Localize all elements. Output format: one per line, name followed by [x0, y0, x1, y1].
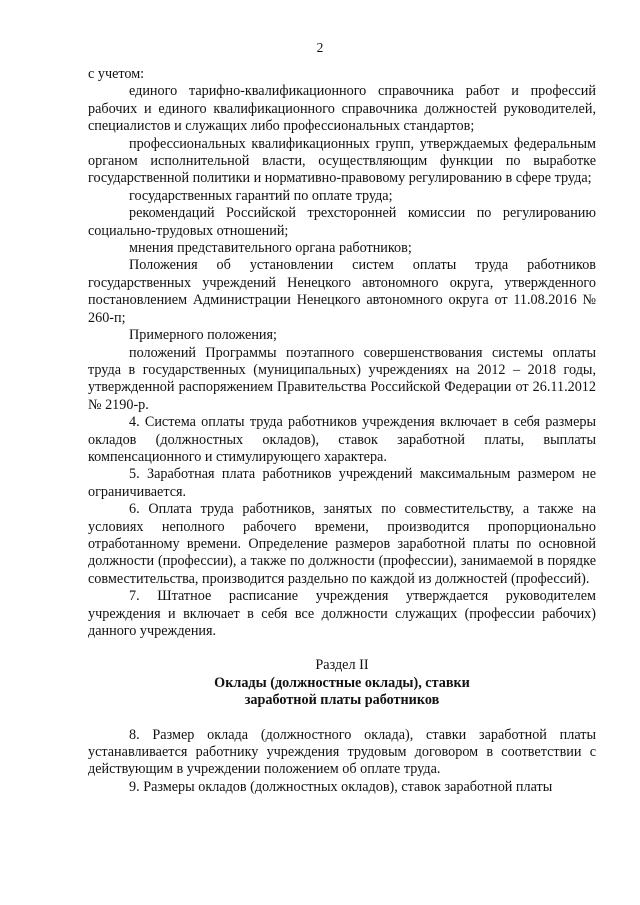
paragraph: единого тарифно-квалификационного справочника работ и профессий рабочих и единого квалификационного справочника должностей руководителей, специалистов и служащих либо профессиональных стандартов; [88, 83, 596, 135]
paragraph: 8. Размер оклада (должностного оклада), ставки заработной платы устанавливается работнику учреждения трудовым договором в соответствии с действующим в учреждении положением об оплате труда. [88, 726, 596, 778]
paragraph: профессиональных квалификационных групп, утверждаемых федеральным органом исполнительной власти, осуществляющим функции по выработке государственной политики и нормативно-правовому регулированию в сфере труда; [88, 135, 596, 187]
section-title-line-2: заработной платы работников [244, 692, 440, 709]
paragraph: мнения представительного органа работников; [129, 240, 412, 257]
paragraph: 5. Заработная плата работников учреждений максимальным размером не ограничивается. [88, 466, 596, 500]
paragraph: рекомендаций Российской трехсторонней комиссии по регулированию социально-трудовых отношений; [88, 205, 596, 239]
paragraph: 9. Размеры окладов (должностных окладов), ставок заработной платы [129, 778, 553, 795]
paragraph: 4. Система оплаты труда работников учреждения включает в себя размеры окладов (должностных окладов), ставок заработной платы, выплаты компенсационного и стимулирующего характера. [88, 414, 596, 465]
paragraph: Примерного положения; [129, 327, 277, 344]
page-number: 2 [316, 40, 324, 55]
document-body [88, 66, 596, 796]
paragraph: положений Программы поэтапного совершенствования системы оплаты труда в государственных (муниципальных) учреждениях на 2012 – 2018 годы, утвержденной распоряжением Правительства Российской Федерации от 26.11.2012 № 2190-р. [88, 344, 596, 413]
paragraph: государственных гарантий по оплате труда; [129, 187, 393, 204]
paragraph: Положения об установлении систем оплаты труда работников государственных учреждений Ненецкого автономного округа, утвержденного постановлением Администрации Ненецкого автономного округа от 11.08.2016 № 260-п; [88, 257, 596, 326]
paragraph: 6. Оплата труда работников, занятых по совместительству, а также на условиях неполного рабочего времени, производится пропорционально отработанному времени. Определение размеров заработной платы по основной должности (профессии), а также по должности (профессии), занимаемой в порядке совместительства, производится раздельно по каждой из должностей (профессий). [88, 501, 596, 587]
section-title-line-1: Оклады (должностные оклады), ставки [214, 674, 470, 691]
section-heading [88, 657, 596, 709]
paragraph: 7. Штатное расписание учреждения утверждается руководителем учреждения и включает в себя все должности служащих (профессии рабочих) данного учреждения. [88, 588, 596, 639]
section-number: Раздел II [315, 657, 369, 674]
paragraph: с учетом: [88, 66, 145, 82]
